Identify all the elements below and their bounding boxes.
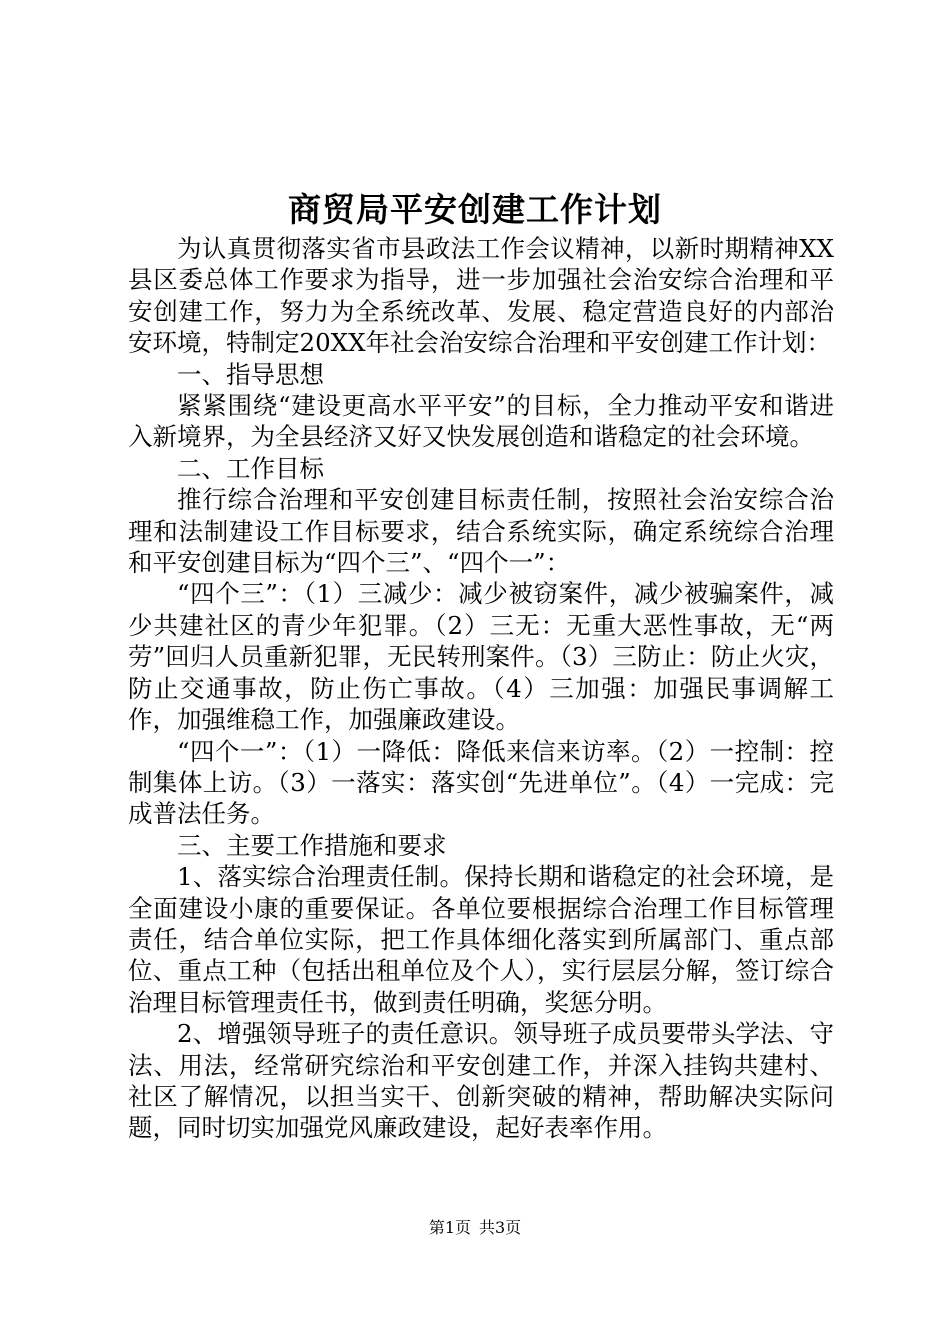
four-threes-paragraph: “四个三”：（1）三减少：减少被窃案件，减少被骗案件，减少共建社区的青少年犯罪。（2）三无：无重大恶性事故，无“两劳”回归人员重新犯罪，无民转刑案件。（3）三防止：防止火灾，防止交通事故，防止伤亡事故。（4）三加强：加强民事调解工作，加强维稳工作，加强廉政建设。 <box>128 579 834 735</box>
measure-2-paragraph: 2、增强领导班子的责任意识。领导班子成员要带头学法、守法、用法，经常研究综治和平安创建工作，并深入挂钩共建村、社区了解情况，以担当实干、创新突破的精神，帮助解决实际问题，同时切实加强党风廉政建设，起好表率作用。 <box>128 1019 834 1143</box>
section-heading-measures: 三、主要工作措施和要求 <box>177 830 447 860</box>
guiding-thought-paragraph: 紧紧围绕“建设更高水平平安”的目标，全力推动平安和谐进入新境界，为全县经济又好又快发展创造和谐稳定的社会环境。 <box>128 391 834 452</box>
document-body <box>128 233 834 1144</box>
measure-1-paragraph: 1、落实综合治理责任制。保持长期和谐稳定的社会环境，是全面建设小康的重要保证。各单位要根据综合治理工作目标管理责任，结合单位实际，把工作具体细化落实到所属部门、重点部位、重点工种（包括出租单位及个人），实行层层分解，签订综合治理目标管理责任书，做到责任明确，奖惩分明。 <box>128 862 834 1017</box>
intro-paragraph: 为认真贯彻落实省市县政法工作会议精神，以新时期精神XX县区委总体工作要求为指导，进一步加强社会治安综合治理和平安创建工作，努力为全系统改革、发展、稳定营造良好的内部治安环境，特制定20XX年社会治安综合治理和平安创建工作计划： <box>128 234 834 358</box>
page-total: 共3页 <box>479 1218 522 1237</box>
four-ones-paragraph: “四个一”：（1）一降低：降低来信来访率。（2）一控制：控制集体上访。（3）一落实：落实创“先进单位”。（4）一完成：完成普法任务。 <box>128 736 834 829</box>
page-footer <box>0 1216 950 1240</box>
document-title: 商贸局平安创建工作计划 <box>288 190 662 229</box>
section-heading-work-goals: 二、工作目标 <box>177 453 324 483</box>
work-goals-paragraph: 推行综合治理和平安创建目标责任制，按照社会治安综合治理和法制建设工作目标要求，结合系统实际，确定系统综合治理和平安创建目标为“四个三”、“四个一”： <box>128 485 834 578</box>
page-number: 第1页 <box>428 1218 471 1237</box>
section-heading-guiding-thought: 一、指导思想 <box>177 359 324 389</box>
